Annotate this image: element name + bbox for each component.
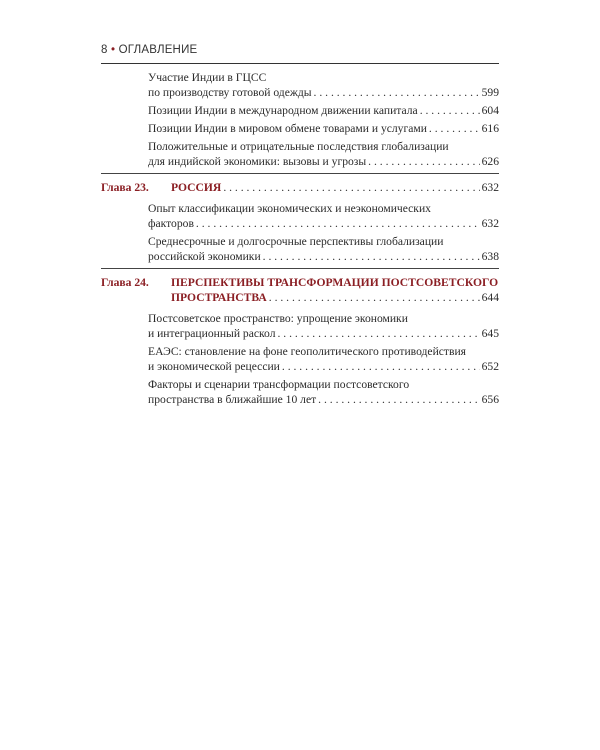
chapter-title-line: ПЕРСПЕКТИВЫ ТРАНСФОРМАЦИИ ПОСТСОВЕТСКОГО <box>171 276 499 289</box>
toc-page-number: 599 <box>481 86 499 99</box>
dot-leader <box>429 121 480 136</box>
dot-leader <box>223 180 479 195</box>
toc-entry-text: для индийской экономики: вызовы и угрозы <box>148 155 367 168</box>
toc-page-number: 638 <box>481 250 499 263</box>
toc-entry-text: и экономической рецессии <box>148 360 280 373</box>
toc-entry-line: Положительные и отрицательные последствия глобализации <box>148 140 449 153</box>
chapter-number: Глава 24. <box>101 276 149 289</box>
toc-entry[interactable] <box>148 377 499 407</box>
chapter-heading-23[interactable] <box>101 180 499 195</box>
toc-entry-text: российской экономики <box>148 250 261 263</box>
toc-page-number: 626 <box>481 155 499 168</box>
toc-entry-line: Среднесрочные и долгосрочные перспективы глобализации <box>148 235 444 248</box>
chapter-page-number: 632 <box>481 181 499 194</box>
chapter-title: ПРОСТРАНСТВА <box>171 291 267 304</box>
table-of-contents <box>101 70 499 410</box>
dot-leader <box>269 290 480 305</box>
dot-leader <box>368 154 479 169</box>
dot-leader <box>278 326 480 341</box>
toc-entry-text: факторов <box>148 217 194 230</box>
chapter-page-number: 644 <box>481 291 499 304</box>
toc-page-number: 632 <box>481 217 499 230</box>
toc-entry-text: пространства в ближайшие 10 лет <box>148 393 317 406</box>
toc-entry-line: Постсоветское пространство: упрощение экономики <box>148 312 408 325</box>
toc-entry[interactable] <box>148 234 499 264</box>
toc-entry[interactable] <box>148 344 499 374</box>
toc-entry[interactable] <box>148 121 499 136</box>
toc-entry-text: и интеграционный раскол <box>148 327 276 340</box>
dot-leader <box>318 392 479 407</box>
chapter-divider <box>101 173 499 174</box>
dot-leader <box>282 359 480 374</box>
toc-entry-line: ЕАЭС: становление на фоне геополитического противодействия <box>148 345 467 358</box>
toc-page-number: 645 <box>481 327 499 340</box>
header-bullet: • <box>111 44 116 56</box>
header-section-title: ОГЛАВЛЕНИЕ <box>118 44 198 56</box>
dot-leader <box>196 216 480 231</box>
toc-entry[interactable] <box>148 70 499 100</box>
toc-page-number: 616 <box>481 122 499 135</box>
toc-entry-line: Опыт классификации экономических и неэкономических <box>148 202 431 215</box>
toc-entry[interactable] <box>148 201 499 231</box>
dot-leader <box>420 103 480 118</box>
toc-entry-line: Факторы и сценарии трансформации постсоветского <box>148 378 410 391</box>
toc-page-number: 656 <box>481 393 499 406</box>
toc-entry-text: Позиции Индии в мировом обмене товарами и услугами <box>148 122 427 135</box>
running-header <box>101 44 197 56</box>
toc-entry[interactable] <box>148 103 499 118</box>
header-rule <box>101 63 499 64</box>
toc-entry-text: Позиции Индии в международном движении капитала <box>148 104 418 117</box>
toc-entry-text: по производству готовой одежды <box>148 86 312 99</box>
toc-entry-line: Участие Индии в ГЦСС <box>148 71 267 84</box>
dot-leader <box>263 249 480 264</box>
chapter-heading-24[interactable] <box>101 275 499 305</box>
header-page-number: 8 <box>101 44 108 56</box>
toc-entry[interactable] <box>148 311 499 341</box>
toc-page-number: 652 <box>481 360 499 373</box>
chapter-title: РОССИЯ <box>171 181 222 194</box>
toc-entry[interactable] <box>148 139 499 169</box>
chapter-divider <box>101 268 499 269</box>
dot-leader <box>314 85 480 100</box>
chapter-number: Глава 23. <box>101 181 149 194</box>
toc-page-number: 604 <box>481 104 499 117</box>
